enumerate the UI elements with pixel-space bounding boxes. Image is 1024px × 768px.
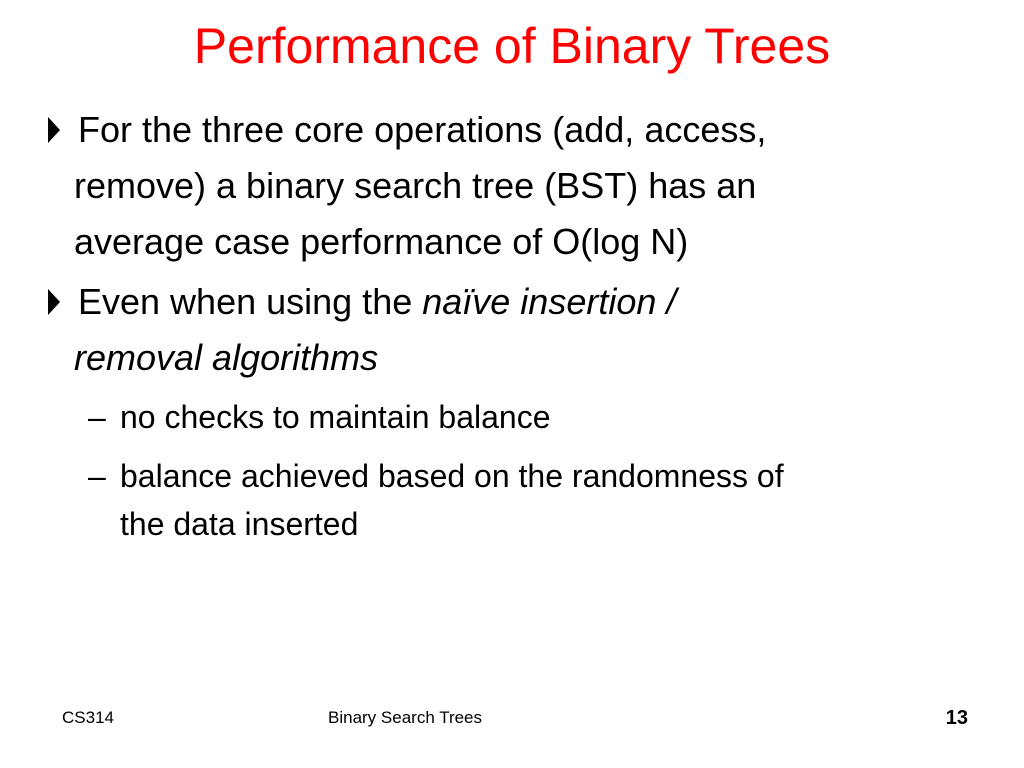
footer-course: CS314 bbox=[62, 708, 114, 727]
sub-bullet-line: the data inserted bbox=[120, 506, 359, 542]
bullet-item-1 bbox=[44, 102, 974, 270]
bullet-italic-text: naïve insertion / bbox=[422, 281, 677, 322]
page-number: 13 bbox=[945, 707, 968, 729]
triangle-right-icon bbox=[44, 102, 74, 158]
slide-title: Performance of Binary Trees bbox=[193, 18, 831, 74]
bullet-line: remove) a binary search tree (BST) has an bbox=[74, 165, 757, 206]
sub-bullet-item-1 bbox=[88, 393, 968, 441]
sub-bullet-text bbox=[88, 393, 968, 441]
sub-bullet-text bbox=[88, 452, 968, 548]
bullet-plain-text: Even when using the bbox=[78, 281, 423, 322]
sub-bullet-line: balance achieved based on the randomness of bbox=[120, 458, 784, 494]
dash-marker: – bbox=[88, 458, 106, 494]
bullet-line: For the three core operations (add, access, bbox=[78, 109, 767, 150]
footer-topic: Binary Search Trees bbox=[328, 708, 483, 727]
triangle-right-icon bbox=[44, 274, 74, 330]
sub-bullet-item-2 bbox=[88, 452, 968, 548]
bullet-line: average case performance of O(log N) bbox=[74, 221, 689, 262]
bullet-item-2 bbox=[44, 274, 974, 386]
bullet-text bbox=[44, 102, 974, 270]
sub-bullet-line: no checks to maintain balance bbox=[120, 399, 551, 435]
bullet-italic-text: removal algorithms bbox=[74, 337, 379, 378]
bullet-line bbox=[78, 274, 974, 330]
dash-marker: – bbox=[88, 399, 106, 435]
bullet-text bbox=[44, 274, 974, 386]
